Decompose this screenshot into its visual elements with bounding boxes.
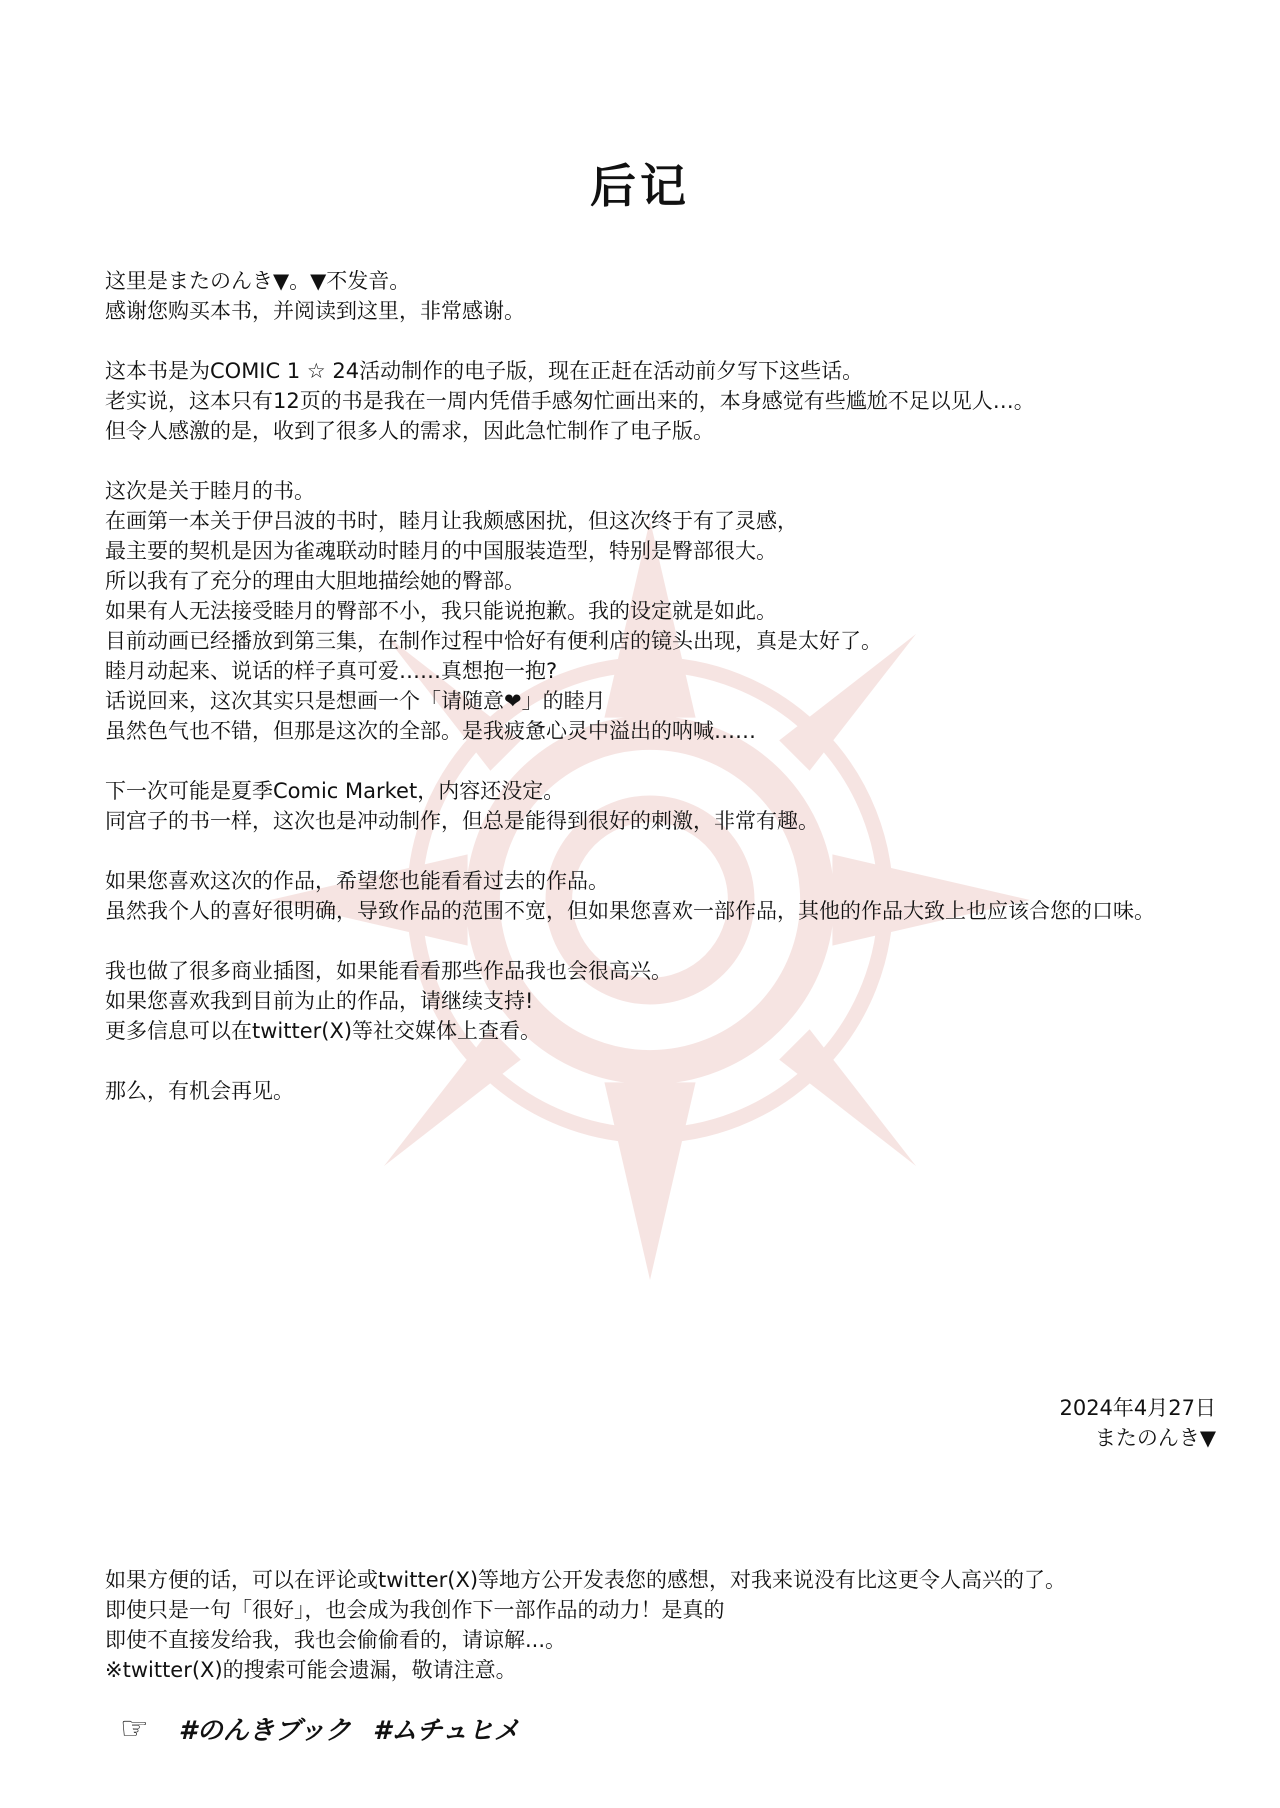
afterword-body — [105, 266, 1215, 1136]
pointing-hand-icon: ☞ — [120, 1709, 149, 1747]
text-line: 如果您喜欢这次的作品，希望您也能看看过去的作品。 — [105, 869, 609, 893]
text-line: 这次是关于睦月的书。 — [105, 479, 315, 503]
hashtag-row — [120, 1709, 520, 1747]
text-line: 同宫子的书一样，这次也是冲动制作，但总是能得到很好的刺激，非常有趣。 — [105, 809, 819, 833]
signature-date: 2024年4月27日 — [1059, 1396, 1216, 1420]
signature-author: またのんき▼ — [1094, 1426, 1216, 1450]
paragraph — [105, 476, 1215, 746]
paragraph — [105, 1076, 1215, 1106]
text-line: 老实说，这本只有12页的书是我在一周内凭借手感匆忙画出来的，本身感觉有些尴尬不足以见人…。 — [105, 389, 1035, 413]
text-line: 虽然色气也不错，但那是这次的全部。是我疲惫心灵中溢出的呐喊…… — [105, 719, 756, 743]
text-line: 目前动画已经播放到第三集，在制作过程中恰好有便利店的镜头出现，真是太好了。 — [105, 629, 882, 653]
paragraph — [105, 266, 1215, 326]
text-line: 最主要的契机是因为雀魂联动时睦月的中国服装造型，特别是臀部很大。 — [105, 539, 777, 563]
text-line: 但令人感激的是，收到了很多人的需求，因此急忙制作了电子版。 — [105, 419, 714, 443]
text-line: 如果您喜欢我到目前为止的作品，请继续支持! — [105, 989, 534, 1013]
text-line: 下一次可能是夏季Comic Market，内容还没定。 — [105, 779, 565, 803]
text-line: 我也做了很多商业插图，如果能看看那些作品我也会很高兴。 — [105, 959, 672, 983]
text-line: 所以我有了充分的理由大胆地描绘她的臀部。 — [105, 569, 525, 593]
text-line: 如果有人无法接受睦月的臀部不小，我只能说抱歉。我的设定就是如此。 — [105, 599, 777, 623]
text-line: 睦月动起来、说话的样子真可爱……真想抱一抱? — [105, 659, 558, 683]
text-line: ※twitter(X)的搜索可能会遗漏，敬请注意。 — [105, 1658, 517, 1682]
text-line: 虽然我个人的喜好很明确，导致作品的范围不宽，但如果您喜欢一部作品，其他的作品大致上也应该合您的口味。 — [105, 899, 1155, 923]
text-line: 这里是またのんき▼。▼不发音。 — [105, 269, 411, 293]
hashtag: #のんきブック — [178, 1715, 351, 1746]
text-line: 如果方便的话，可以在评论或twitter(X)等地方公开发表您的感想，对我来说没有比这更令人高兴的了。 — [105, 1568, 1067, 1592]
text-line: 即使只是一句「很好」，也会成为我创作下一部作品的动力！是真的 — [105, 1598, 725, 1622]
paragraph — [105, 776, 1215, 836]
signature-block — [1059, 1393, 1216, 1453]
text-line: 即使不直接发给我，我也会偷偷看的，请谅解...。 — [105, 1628, 567, 1652]
text-line: 那么，有机会再见。 — [105, 1079, 294, 1103]
paragraph — [105, 956, 1215, 1046]
paragraph — [105, 356, 1215, 446]
page-title: 后记 — [590, 158, 690, 213]
text-line: 在画第一本关于伊吕波的书时，睦月让我颇感困扰，但这次终于有了灵感， — [105, 509, 798, 533]
text-line: 这本书是为COMIC 1 ☆ 24活动制作的电子版，现在正赶在活动前夕写下这些话。 — [105, 359, 864, 383]
footer-note — [105, 1565, 1235, 1685]
text-line: 感谢您购买本书，并阅读到这里，非常感谢。 — [105, 299, 525, 323]
paragraph — [105, 866, 1215, 926]
text-line: 更多信息可以在twitter(X)等社交媒体上查看。 — [105, 1019, 542, 1043]
text-line: 话说回来，这次其实只是想画一个「请随意❤」的睦月 — [105, 689, 606, 713]
hashtag: #ムチュヒメ — [372, 1715, 520, 1746]
